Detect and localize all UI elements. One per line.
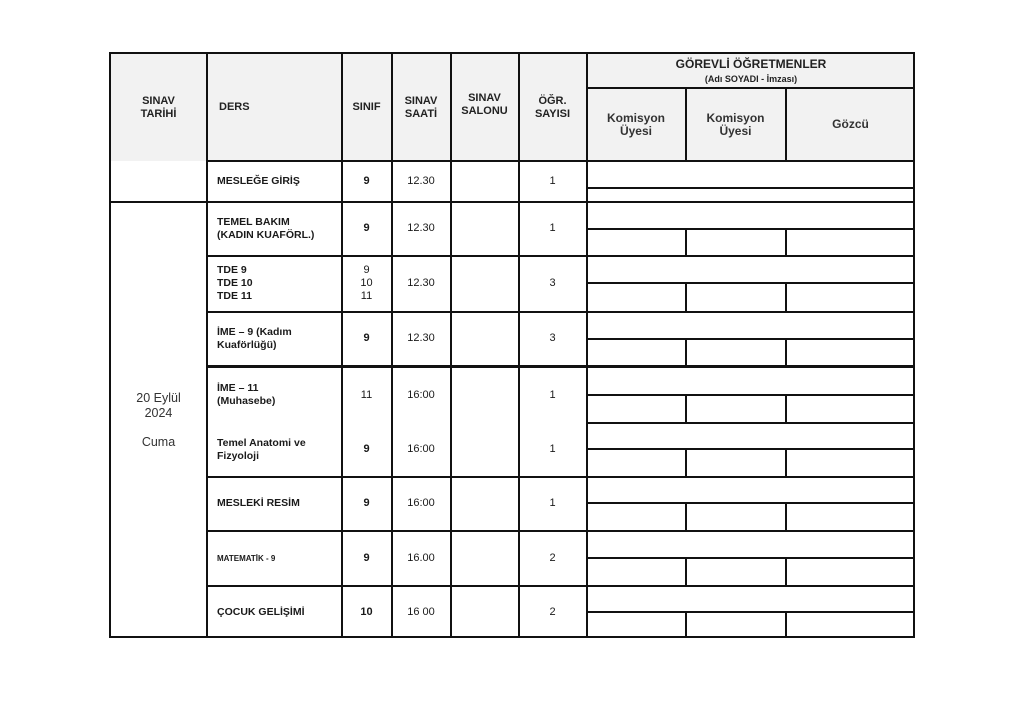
count-cell: 3: [549, 277, 556, 289]
signature-line: [586, 502, 915, 504]
grid-line: [341, 54, 343, 638]
grid-line: [206, 54, 208, 638]
signature-divider: [685, 283, 687, 311]
course-cell: MESLEĞE GİRİŞ: [217, 174, 300, 187]
grid-line: [586, 87, 915, 89]
grid-line: [206, 476, 915, 478]
signature-divider: [685, 503, 687, 530]
count-cell: 2: [549, 552, 556, 564]
room-cell[interactable]: [451, 532, 518, 585]
room-cell[interactable]: [451, 312, 518, 365]
header-exam-time: SINAV SAATİ: [404, 94, 438, 120]
time-cell: 12.30: [407, 332, 435, 344]
header-exam-room: SINAV SALONU: [461, 92, 508, 117]
signature-divider: [785, 339, 787, 365]
signature-divider: [685, 395, 687, 422]
signature-divider: [685, 449, 687, 476]
grid-line: [206, 365, 915, 368]
header-teachers-title: GÖREVLİ ÖĞRETMENLER: [675, 56, 827, 71]
grade-cell: 9: [363, 552, 370, 564]
grid-line: [206, 255, 915, 257]
grade-cell: 9: [363, 497, 370, 509]
signature-line: [586, 228, 915, 230]
time-cell: 16 00: [407, 605, 435, 618]
count-cell: 1: [549, 222, 556, 234]
count-cell: 1: [549, 174, 556, 187]
grid-line: [391, 54, 393, 638]
exam-weekday: Cuma: [141, 434, 176, 449]
signature-line: [586, 557, 915, 559]
signature-line: [586, 394, 915, 396]
grid-line: [111, 201, 915, 203]
signature-divider: [685, 339, 687, 365]
signature-divider: [685, 229, 687, 255]
header-grade: SINIF: [352, 101, 381, 113]
header-commission-member-2: Komisyon Üyesi: [706, 110, 765, 138]
course-cell: İME – 9 (Kadım Kuaförlüğü): [217, 325, 292, 351]
header-student-count: ÖĞR. SAYISI: [534, 94, 571, 120]
signature-line: [586, 611, 915, 613]
room-cell[interactable]: [451, 202, 518, 255]
room-cell[interactable]: [451, 161, 518, 201]
count-cell: 2: [549, 605, 556, 618]
header-exam-date: SINAV TARİHİ: [140, 94, 177, 120]
signature-divider: [785, 503, 787, 530]
course-cell: TDE 9 TDE 10 TDE 11: [217, 264, 253, 302]
time-cell: 16:00: [407, 497, 435, 509]
signature-divider: [685, 558, 687, 585]
grid-line: [450, 54, 452, 638]
exam-day: 20 Eylül 2024: [136, 390, 181, 420]
signature-divider: [785, 395, 787, 422]
signature-divider: [785, 558, 787, 585]
time-cell: 16.00: [407, 552, 435, 564]
time-cell: 16:00: [407, 443, 435, 455]
count-cell: 1: [549, 388, 556, 401]
date-cell: [111, 202, 206, 638]
time-cell: 12.30: [407, 174, 435, 187]
course-cell: ÇOCUK GELİŞİMİ: [217, 605, 305, 618]
grade-cell: 9: [363, 174, 370, 187]
grid-line: [785, 88, 787, 161]
grid-line: [586, 54, 588, 638]
time-cell: 12.30: [407, 222, 435, 234]
header-teachers-subtitle: (Adı SOYADI - İmzası): [704, 73, 798, 84]
grade-cell: 9: [363, 443, 370, 455]
signature-divider: [785, 283, 787, 311]
room-cell[interactable]: [451, 368, 518, 422]
signature-divider: [685, 612, 687, 638]
count-cell: 1: [549, 443, 556, 455]
signature-line: [586, 338, 915, 340]
room-cell[interactable]: [451, 423, 518, 476]
grid-line: [206, 311, 915, 313]
header-course: DERS: [219, 101, 250, 113]
signature-divider: [785, 229, 787, 255]
course-cell: İME – 11 (Muhasebe): [217, 382, 276, 407]
signature-line: [586, 282, 915, 284]
course-cell: TEMEL BAKIM (KADIN KUAFÖRL.): [217, 215, 315, 241]
grade-cell: 11: [360, 388, 373, 401]
course-cell: Temel Anatomi ve Fizyoloji: [217, 436, 306, 462]
signature-line: [586, 187, 915, 189]
grade-cell: 10: [360, 605, 373, 618]
count-cell: 3: [549, 332, 556, 344]
course-cell: MATEMATİK - 9: [217, 554, 276, 563]
room-cell[interactable]: [451, 477, 518, 530]
count-cell: 1: [549, 497, 556, 509]
header-proctor: Gözcü: [832, 117, 869, 131]
signature-line: [586, 422, 915, 424]
exam-schedule-table: [109, 52, 915, 638]
signature-line: [586, 448, 915, 450]
time-cell: 16:00: [407, 388, 435, 401]
grade-cell: 9: [363, 222, 370, 234]
grid-line: [206, 530, 915, 532]
signature-divider: [785, 612, 787, 638]
time-cell: 12.30: [407, 277, 435, 289]
signature-divider: [785, 449, 787, 476]
room-cell[interactable]: [451, 256, 518, 311]
grade-cell: 9: [363, 332, 370, 344]
grade-cell: 9 10 11: [360, 264, 373, 302]
grid-line: [206, 585, 915, 587]
course-cell: MESLEKİ RESİM: [217, 497, 300, 509]
room-cell[interactable]: [451, 586, 518, 638]
grid-line: [518, 54, 520, 638]
grid-line: [685, 88, 687, 161]
header-commission-member-1: Komisyon Üyesi: [606, 110, 665, 138]
grid-line: [206, 160, 915, 162]
